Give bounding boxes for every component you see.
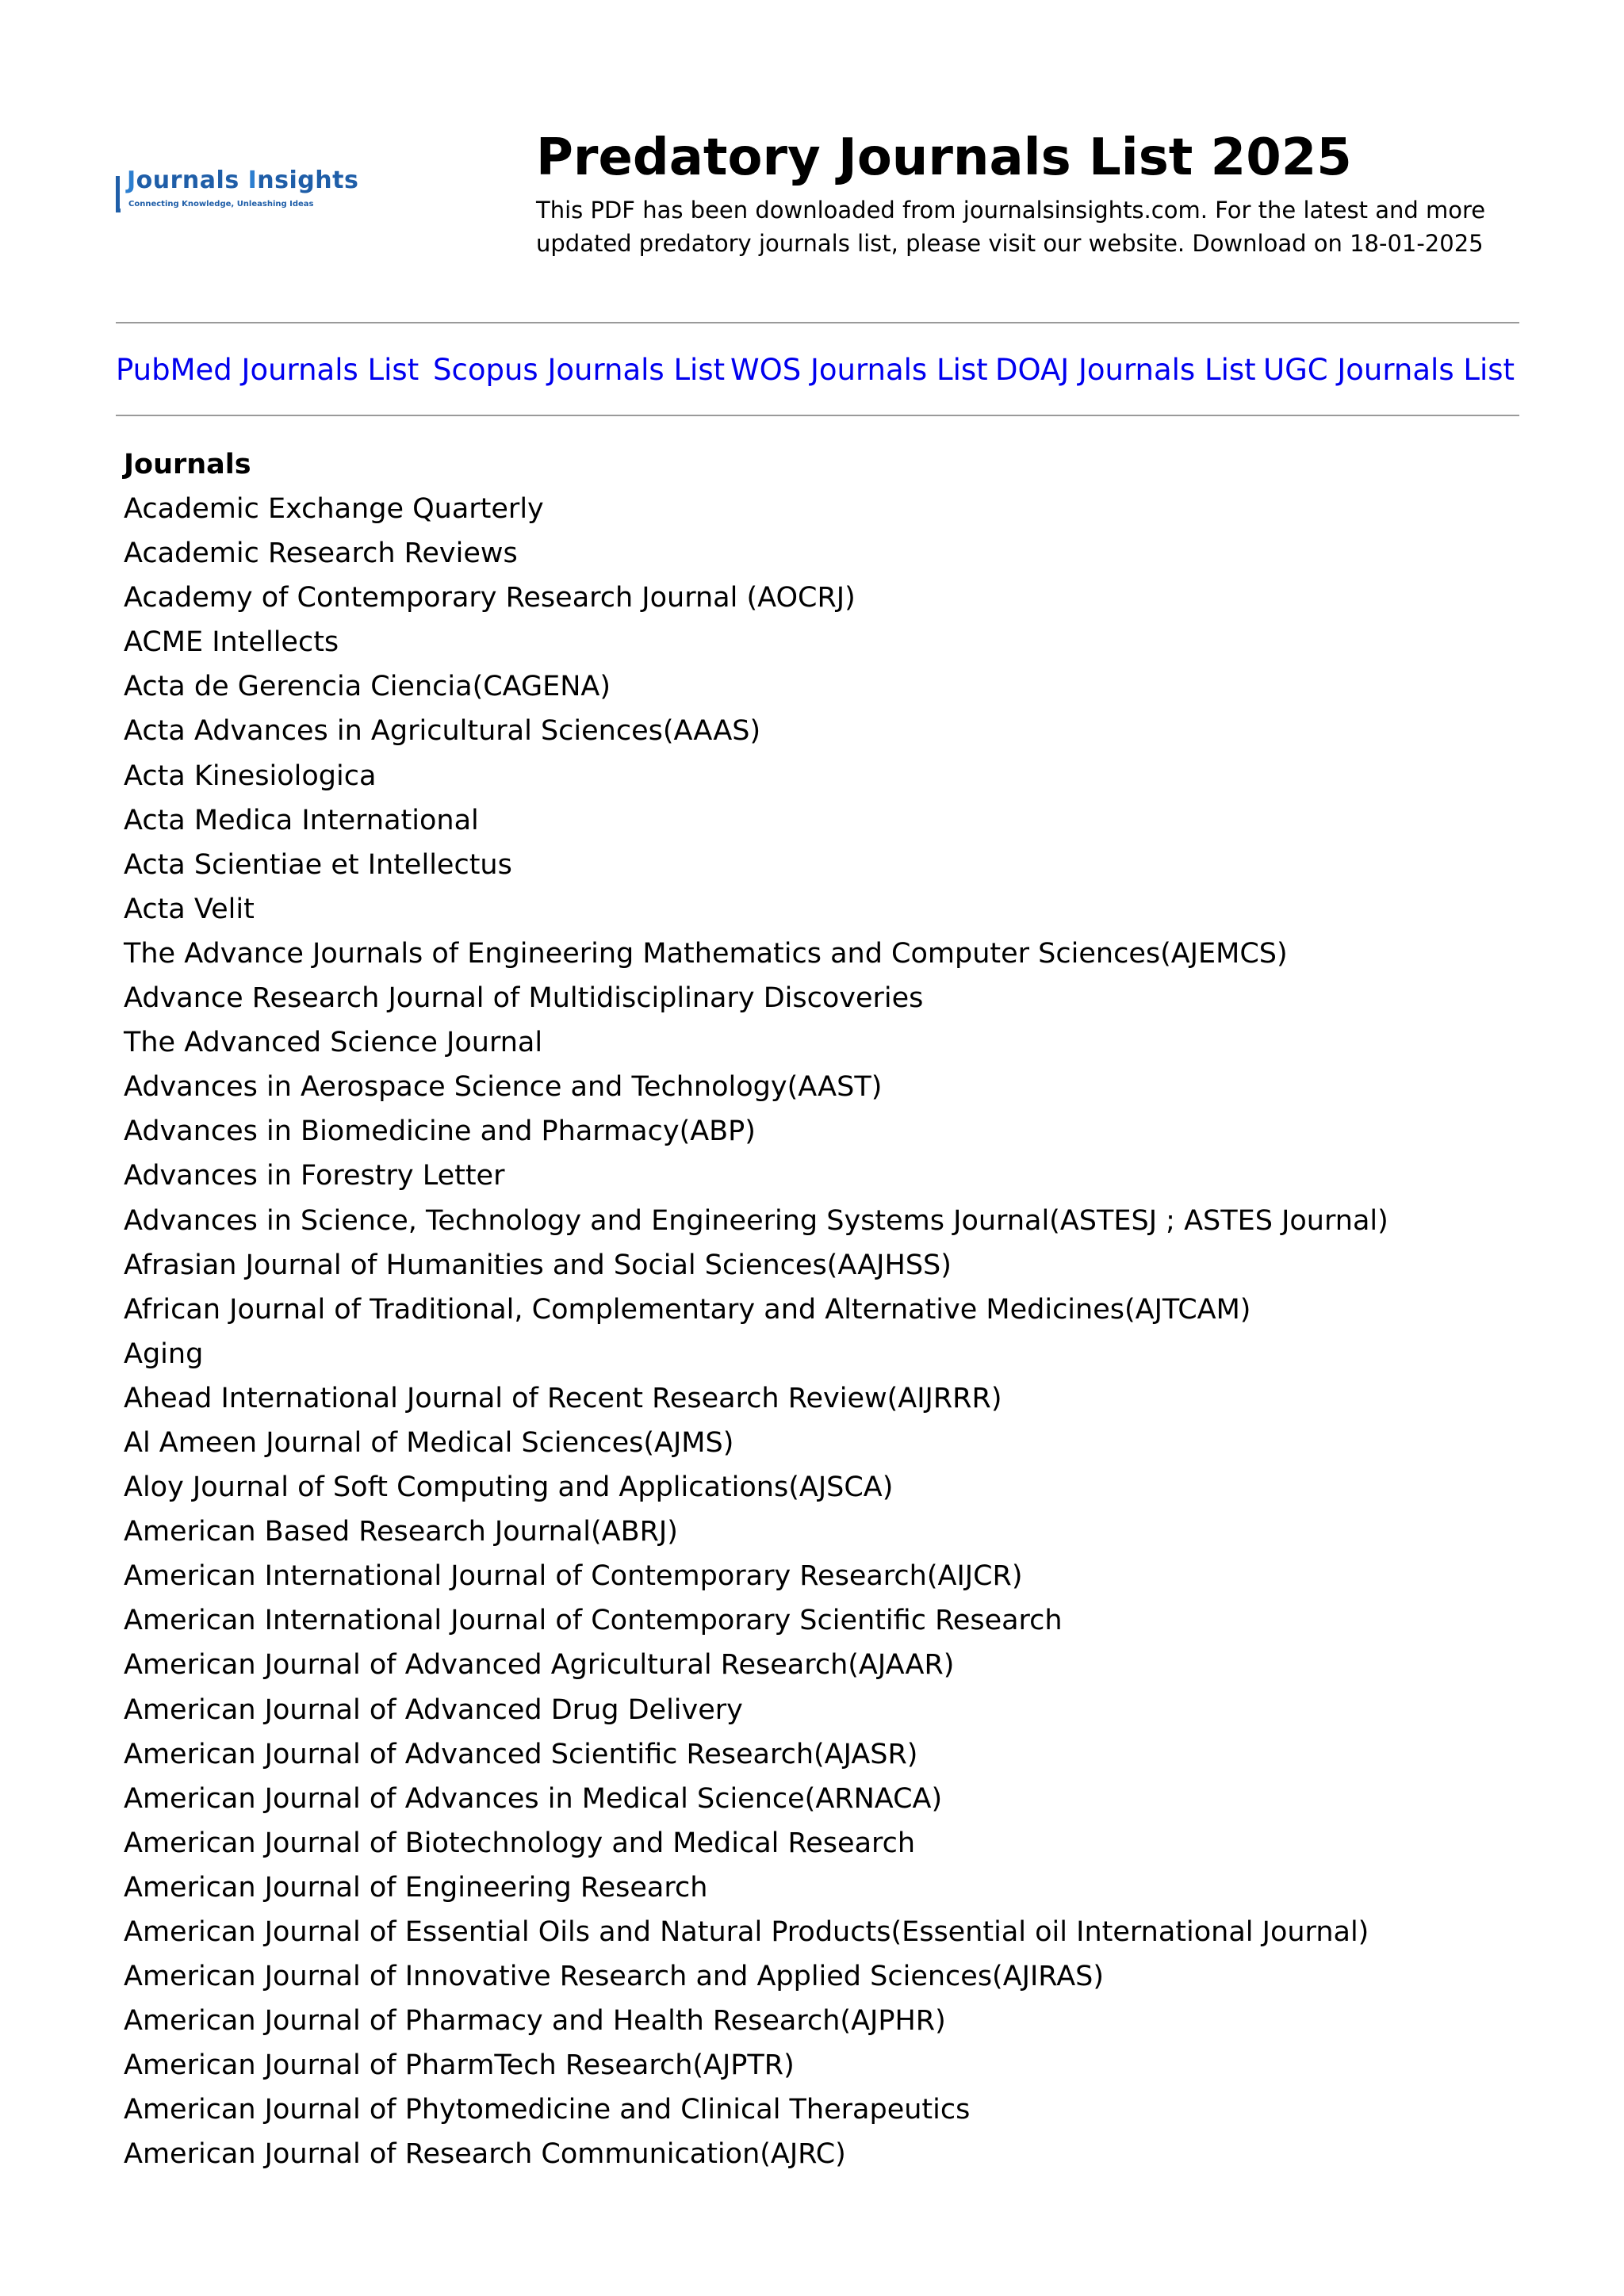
- top-divider: [116, 322, 1519, 323]
- pubmed-journals-link[interactable]: PubMed Journals List: [116, 353, 419, 387]
- logo-wordmark: Journals Insights: [127, 166, 359, 194]
- journal-list-item: American Journal of Advanced Agricultural Research(AJAAR): [124, 1649, 955, 1682]
- journal-list-item: American Journal of Phytomedicine and Clinical Therapeutics: [124, 2094, 971, 2126]
- journal-list-item: Acta Medica International: [124, 804, 479, 836]
- journal-list-item: Academic Exchange Quarterly: [124, 493, 544, 525]
- journal-list-item: African Journal of Traditional, Complementary and Alternative Medicines(AJTCAM): [124, 1293, 1251, 1326]
- journal-list-item: Ahead International Journal of Recent Research Review(AIJRRR): [124, 1382, 1002, 1414]
- journal-list-item: Al Ameen Journal of Medical Sciences(AJMS): [124, 1426, 734, 1459]
- journal-list-item: ACME Intellects: [124, 626, 339, 659]
- journal-list-item: American Journal of Engineering Research: [124, 1871, 708, 1904]
- scopus-journals-link[interactable]: Scopus Journals List: [433, 353, 726, 387]
- journal-list-item: American Journal of Pharmacy and Health Research(AJPHR): [124, 2005, 946, 2038]
- journal-list-item: American Journal of PharmTech Research(AJPTR): [124, 2049, 795, 2082]
- journal-list-item: American Journal of Research Communication(AJRC): [124, 2138, 846, 2171]
- logo-bracket-mark: [116, 176, 121, 212]
- journal-list-item: American Journal of Advanced Drug Delivery: [124, 1693, 743, 1726]
- journal-list-item: Academy of Contemporary Research Journal (AOCRJ): [124, 582, 856, 614]
- journal-list: [124, 487, 1519, 2177]
- doaj-journals-link[interactable]: DOAJ Journals List: [995, 353, 1256, 387]
- journal-list-item: Acta Advances in Agricultural Sciences(AAAS): [124, 715, 761, 748]
- journals-insights-logo: [116, 163, 359, 224]
- journal-list-item: The Advanced Science Journal: [124, 1027, 543, 1059]
- journal-list-item: American Journal of Innovative Research and Applied Sciences(AJIRAS): [124, 1961, 1105, 1993]
- journal-list-item: American Based Research Journal(ABRJ): [124, 1516, 678, 1548]
- journal-list-item: Acta Kinesiologica: [124, 760, 377, 792]
- journals-column-header: Journals: [124, 449, 251, 480]
- journal-list-item: Aloy Journal of Soft Computing and Applications(AJSCA): [124, 1471, 894, 1504]
- journal-list-item: Advances in Science, Technology and Engineering Systems Journal(ASTESJ ; ASTES Journal): [124, 1204, 1388, 1237]
- journal-lists-nav: [0, 347, 1624, 395]
- journal-list-item: The Advance Journals of Engineering Mathematics and Computer Sciences(AJEMCS): [124, 937, 1288, 970]
- journal-list-item: Acta Velit: [124, 893, 255, 925]
- journal-list-item: Advances in Biomedicine and Pharmacy(ABP): [124, 1115, 756, 1148]
- journal-list-item: American Journal of Advanced Scientific Research(AJASR): [124, 1738, 918, 1770]
- wos-journals-link[interactable]: WOS Journals List: [730, 353, 988, 387]
- journal-list-item: Aging: [124, 1337, 204, 1370]
- journal-list-item: Academic Research Reviews: [124, 538, 518, 570]
- journal-list-item: Advances in Aerospace Science and Technology(AAST): [124, 1071, 883, 1104]
- journal-list-item: American Journal of Biotechnology and Medical Research: [124, 1827, 916, 1859]
- journal-list-item: American Journal of Advances in Medical Science(ARNACA): [124, 1782, 943, 1815]
- journal-list-item: Advance Research Journal of Multidisciplinary Discoveries: [124, 982, 924, 1015]
- journal-list-item: American International Journal of Contemporary Scientific Research: [124, 1605, 1063, 1637]
- ugc-journals-link[interactable]: UGC Journals List: [1263, 353, 1515, 387]
- download-notice: This PDF has been downloaded from journalsinsights.com. For the latest and more updated predatory journals list, please visit our website. Download on 18-01-2025: [536, 197, 1486, 257]
- journal-list-item: American Journal of Essential Oils and Natural Products(Essential oil International Journal): [124, 1916, 1369, 1948]
- logo-tagline: Connecting Knowledge, Unleashing Ideas: [128, 200, 314, 209]
- journal-list-item: Afrasian Journal of Humanities and Social Sciences(AAJHSS): [124, 1249, 952, 1281]
- journal-list-item: Acta Scientiae et Intellectus: [124, 848, 512, 881]
- journals-table: [124, 442, 1519, 2177]
- bottom-divider: [116, 415, 1519, 416]
- journal-list-item: American International Journal of Contemporary Research(AIJCR): [124, 1560, 1023, 1593]
- journal-list-item: Advances in Forestry Letter: [124, 1160, 505, 1192]
- page-title: Predatory Journals List 2025: [536, 128, 1352, 187]
- journal-list-item: Acta de Gerencia Ciencia(CAGENA): [124, 671, 611, 703]
